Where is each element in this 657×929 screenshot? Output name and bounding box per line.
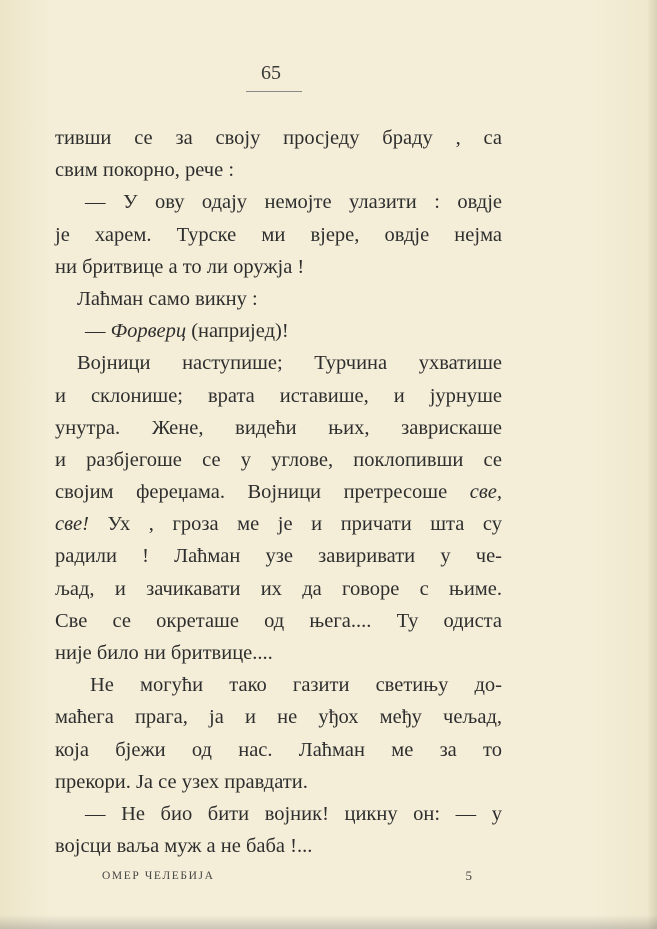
text-line: и склонише; врата иставише, и јурнуше — [55, 384, 502, 407]
text-line: унутра. Жене, видећи њих, заврискаше — [55, 416, 502, 439]
text-line: тивши се за своју просједу браду , са — [55, 127, 502, 149]
text-line: прекори. Ја се узех правдати. — [55, 770, 308, 793]
page-number-rule — [246, 91, 302, 92]
text-line: — Форверц (напријед)! — [85, 320, 289, 343]
text-line: ни бритвице а то ли оружја ! — [55, 255, 305, 278]
text-line: која бјежи од нас. Лаћман ме за то — [55, 738, 502, 761]
text-line: маћега прага, ја и не уђох међу чељад, — [55, 706, 502, 729]
text-line: војсци ваља муж а не баба !... — [55, 835, 313, 858]
text-line: Војници наступише; Турчина ухватише — [77, 352, 502, 375]
text-line: је харем. Турске ми вјере, овдје нејма — [55, 223, 502, 246]
text-line: својим фереџама. Војници претресоше све, — [55, 481, 502, 504]
footer-book-title: ОМЕР ЧЕЛЕБИЈА — [102, 870, 215, 882]
body-text — [55, 122, 502, 862]
italic-word: Форверц — [110, 320, 187, 343]
text-line: радили ! Лаћман узе завиривати у че- — [55, 545, 502, 568]
page-footer — [102, 870, 472, 890]
text-line: није било ни бритвице.... — [55, 642, 273, 664]
italic-word: све! — [55, 513, 89, 536]
text-line: Не могући тако газити светињу до- — [90, 674, 502, 697]
italic-word: све, — [469, 481, 502, 504]
footer-signature-mark: 5 — [465, 868, 472, 883]
page-number: 65 — [261, 62, 281, 84]
text-line: — У ову одају немојте улазити : овдје — [85, 191, 502, 214]
text-line: свим покорно, рече : — [55, 159, 235, 182]
text-line: — Не био бити војник! цикну он: — у — [85, 802, 502, 825]
text-line: Лаћман само викну : — [77, 287, 258, 310]
text-line: Све се окреташе од њега.... Ту одиста — [55, 609, 502, 632]
text-line: све! Ух , гроза ме је и причати шта су — [55, 513, 502, 536]
text-line: љад, и зачикавати их да говоре с њиме. — [55, 577, 502, 600]
page-edge-shadow — [647, 0, 657, 929]
text-line: и разбјегоше се у углове, поклопивши се — [55, 448, 502, 471]
page-bottom-shadow — [0, 915, 657, 929]
